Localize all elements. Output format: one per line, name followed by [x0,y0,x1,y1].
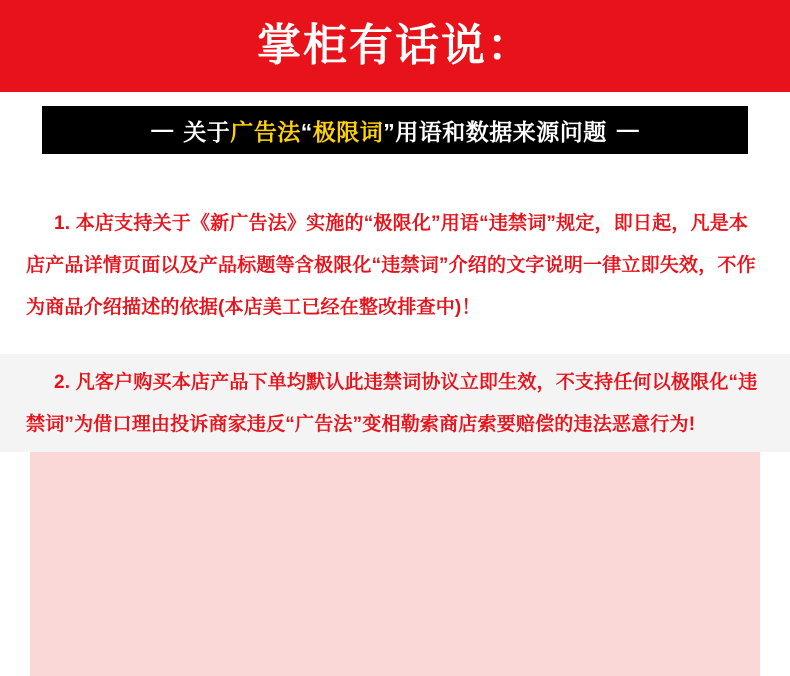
dash-right-icon: — [616,117,639,142]
subtitle-bar [42,106,748,154]
subtitle-highlight-advertising-law: 广告法 [230,118,301,145]
subtitle-part-after: ”用语和数据来源问题 [383,118,607,145]
subtitle-text [183,114,607,147]
subtitle-part-before: 关于 [183,118,231,145]
bottom-pink-overlay [0,452,790,676]
policy-paragraph-2: 2. 凡客户购买本店产品下单均默认此违禁词协议立即生效，不支持任何以极限化“违禁词”为借口理由投诉商家违反“广告法”变相勒索商店索要赔偿的违法恶意行为! [0,354,790,452]
banner-title: 掌柜有话说： [257,21,533,70]
overlay-left-margin [0,452,30,676]
policy-paragraph-1: 1. 本店支持关于《新广告法》实施的“极限化”用语“违禁词”规定，即日起，凡是本店产品详情页面以及产品标题等含极限化“违禁词”介绍的文字说明一律立即失效，不作为商品介绍描述的依据(本店美工已经在整改排查中)！ [26,213,756,318]
dash-left-icon: — [151,117,174,142]
top-red-banner [0,0,790,92]
overlay-right-margin [760,452,790,676]
subtitle-highlight-extreme-words: 极限词 [312,118,384,145]
subtitle-quote-open: “ [300,118,313,145]
